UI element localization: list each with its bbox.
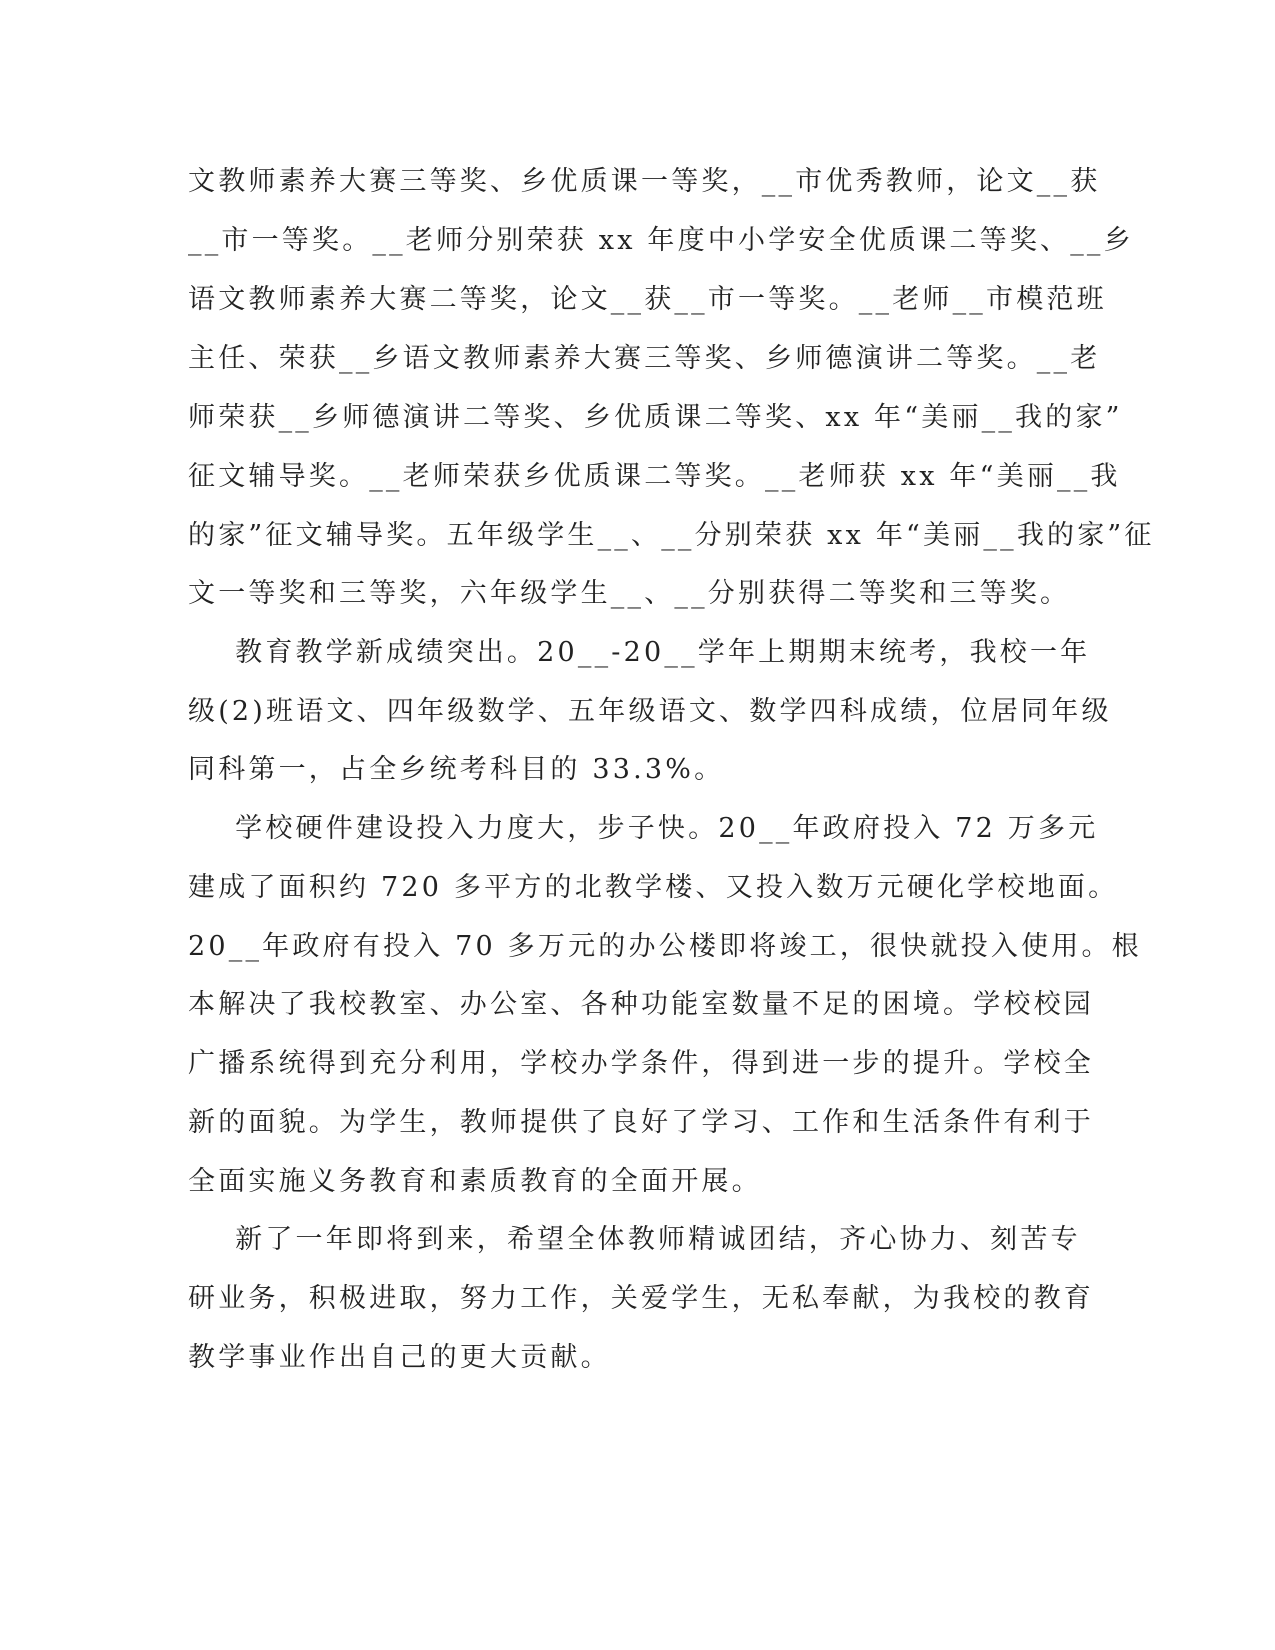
text-line: 语文教师素养大赛二等奖，论文__获__市一等奖。__老师__市模范班 [188,284,1107,315]
text-line: 征文辅导奖。__老师荣获乡优质课二等奖。__老师获 xx 年“美丽__我 [188,461,1121,492]
text-line: 新的面貌。为学生，教师提供了良好了学习、工作和生活条件有利于 [188,1107,1094,1138]
text-line: 师荣获__乡师德演讲二等奖、乡优质课二等奖、xx 年“美丽__我的家” [188,402,1123,433]
text-line: 20__年政府有投入 70 多万元的办公楼即将竣工，很快就投入使用。根 [188,931,1142,962]
text-line: 教学事业作出自己的更大贡献。 [188,1342,611,1373]
text-line: 本解决了我校教室、办公室、各种功能室数量不足的困境。学校校园 [188,989,1094,1020]
paragraph-first-line: 新了一年即将到来，希望全体教师精诚团结，齐心协力、刻苦专 [188,1224,1081,1255]
text-line: 主任、荣获__乡语文教师素养大赛三等奖、乡师德演讲二等奖。__老 [188,343,1101,374]
text-line: 文一等奖和三等奖，六年级学生__、__分别获得二等奖和三等奖。 [188,578,1071,609]
text-line: 级(2)班语文、四年级数学、五年级语文、数学四科成绩，位居同年级 [188,696,1112,727]
text-line: 的家”征文辅导奖。五年级学生__、__分别荣获 xx 年“美丽__我的家”征 [188,520,1155,551]
text-line: 广播系统得到充分利用，学校办学条件，得到进一步的提升。学校全 [188,1048,1094,1079]
paragraph-first-line: 教育教学新成绩突出。20__-20__学年上期期末统考，我校一年 [188,637,1091,668]
text-line: __市一等奖。__老师分别荣获 xx 年度中小学安全优质课二等奖、__乡 [188,225,1134,256]
text-line: 同科第一，占全乡统考科目的 33.3%。 [188,754,725,785]
text-line: 建成了面积约 720 多平方的北教学楼、又投入数万元硬化学校地面。 [188,872,1119,903]
text-line: 研业务，积极进取，努力工作，关爱学生，无私奉献，为我校的教育 [188,1283,1094,1314]
paragraph-first-line: 学校硬件建设投入力度大，步子快。20__年政府投入 72 万多元 [188,813,1099,844]
text-line: 全面实施义务教育和素质教育的全面开展。 [188,1166,762,1197]
text-line: 文教师素养大赛三等奖、乡优质课一等奖，__市优秀教师，论文__获 [188,166,1101,197]
